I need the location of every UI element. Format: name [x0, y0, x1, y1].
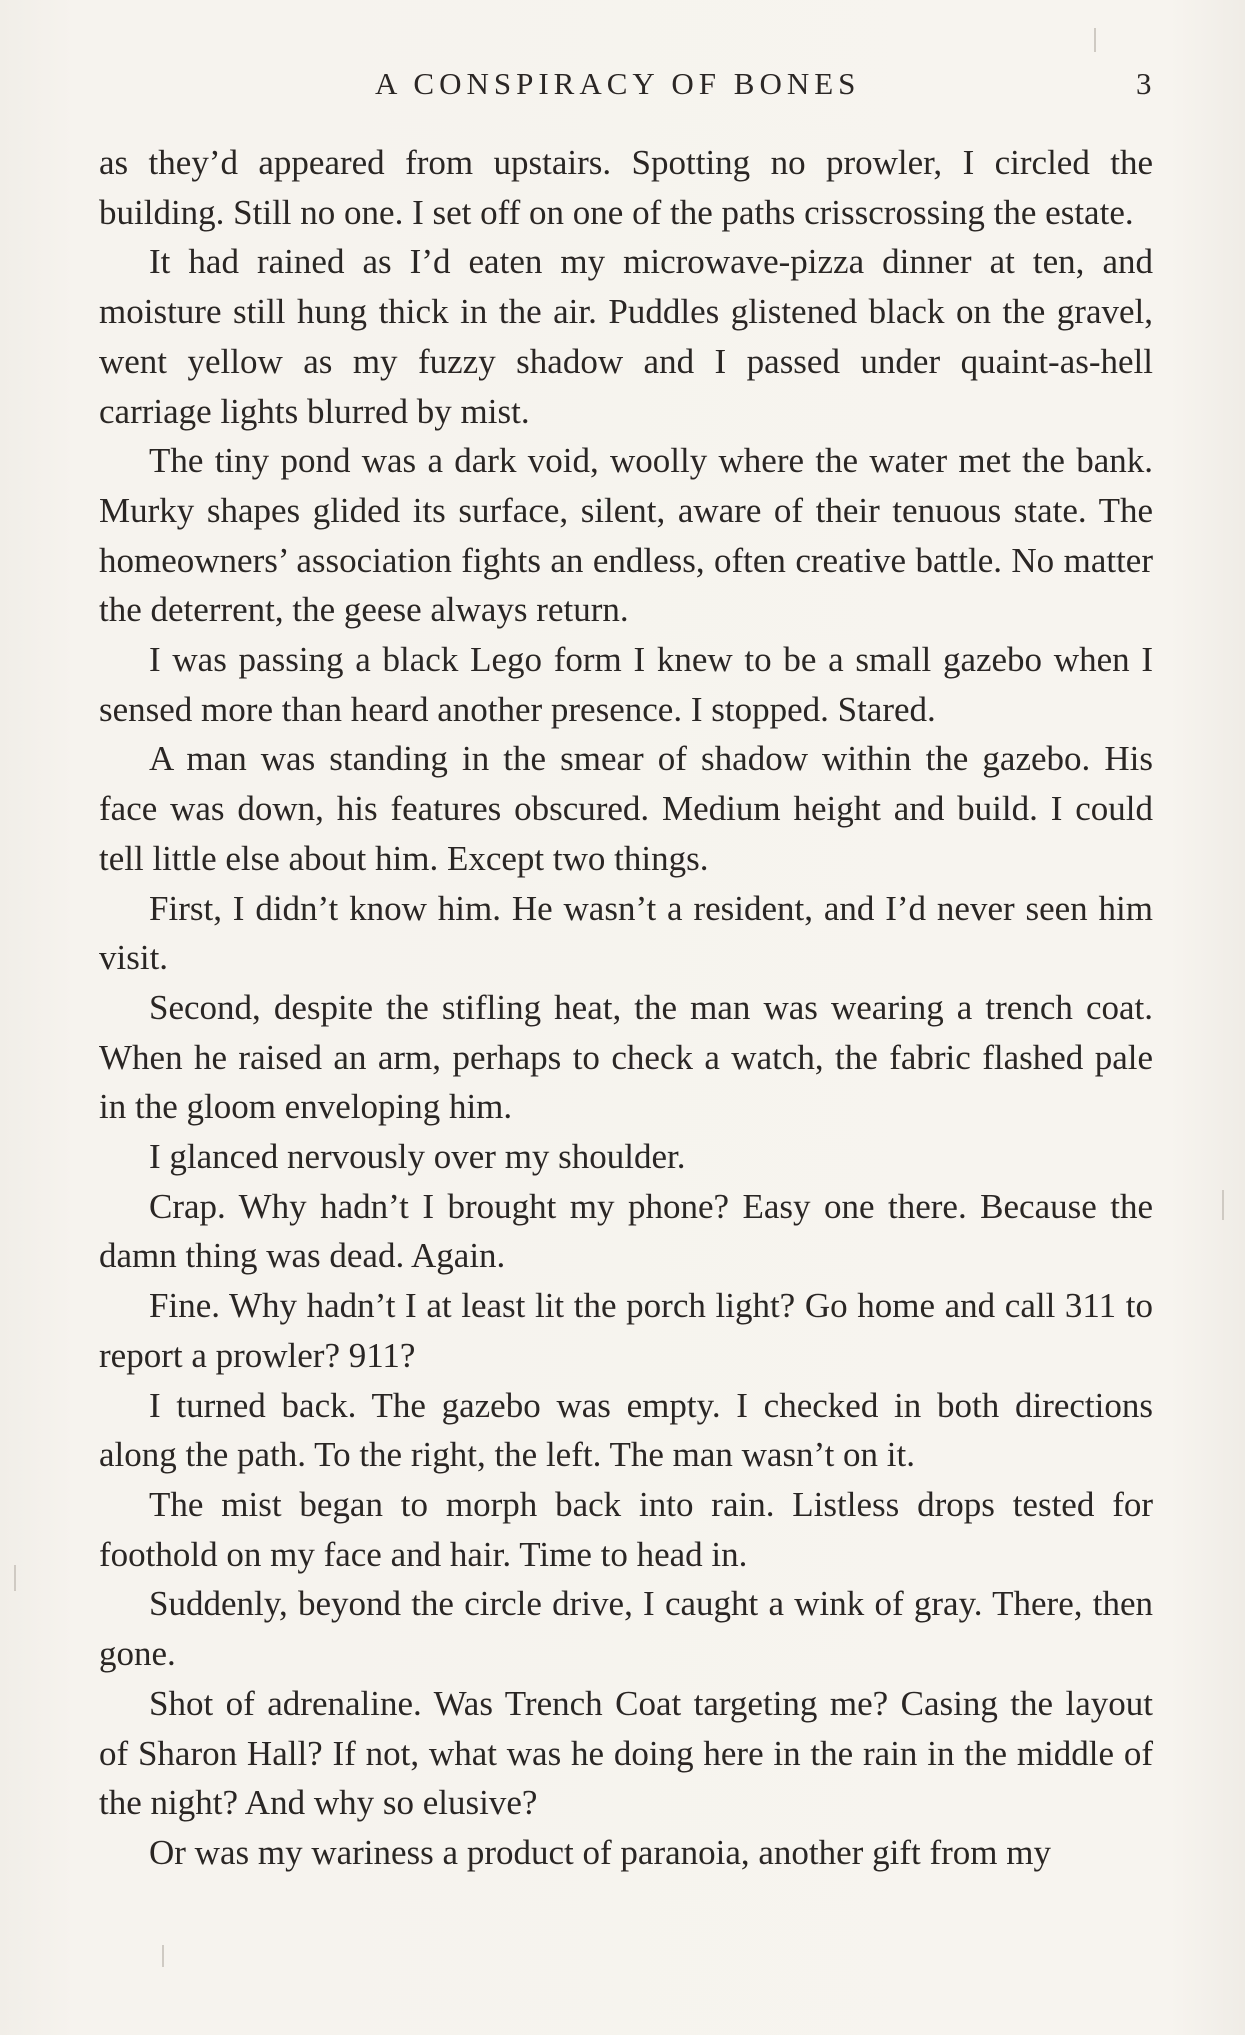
paragraph: as they’d appeared from upstairs. Spotting no prowler, I circled the building. Still no one. I set off on one of the paths crisscrossing the estate.: [99, 143, 1153, 232]
paragraph: I glanced nervously over my shoulder.: [149, 1137, 686, 1177]
paragraph: The tiny pond was a dark void, woolly where the water met the bank. Murky shapes glided its surface, silent, aware of their tenuous state. The homeowners’ association fights an endless, often creative battle. No matter the deterrent, the geese always return.: [99, 441, 1153, 630]
scan-mark: [1222, 1190, 1224, 1220]
paragraph: Crap. Why hadn’t I brought my phone? Easy one there. Because the damn thing was dead. Again.: [99, 1186, 1153, 1276]
paragraph: First, I didn’t know him. He wasn’t a resident, and I’d never seen him visit.: [99, 888, 1153, 978]
scan-mark: [1094, 28, 1096, 52]
paragraph: Suddenly, beyond the circle drive, I caught a wink of gray. There, then gone.: [99, 1584, 1153, 1674]
paragraph: The mist began to morph back into rain. Listless drops tested for foothold on my face and hair. Time to head in.: [99, 1484, 1153, 1574]
paragraph: I turned back. The gazebo was empty. I checked in both directions along the path. To the right, the left. The man wasn’t on it.: [99, 1385, 1153, 1475]
paragraph: Second, despite the stifling heat, the man was wearing a trench coat. When he raised an arm, perhaps to check a watch, the fabric flashed pale in the gloom enveloping him.: [99, 987, 1153, 1127]
page-number: 3: [1136, 66, 1152, 101]
paragraph: It had rained as I’d eaten my microwave-pizza dinner at ten, and moisture still hung thick in the air. Puddles glistened black on the gravel, went yellow as my fuzzy shadow and I passed under quaint-as-hell carriage lights blurred by mist.: [99, 242, 1153, 431]
paragraph: Or was my wariness a product of paranoia, another gift from my: [149, 1832, 1051, 1872]
running-title: A CONSPIRACY OF BONES: [375, 66, 861, 101]
paragraph: Shot of adrenaline. Was Trench Coat targeting me? Casing the layout of Sharon Hall? If not, what was he doing here in the rain in the middle of the night? And why so elusive?: [99, 1683, 1153, 1823]
body-text: [99, 138, 1153, 1878]
paragraph: Fine. Why hadn’t I at least lit the porch light? Go home and call 311 to report a prowler? 911?: [99, 1286, 1153, 1375]
paragraph: A man was standing in the smear of shadow within the gazebo. His face was down, his features obscured. Medium height and build. I could tell little else about him. Except two things.: [99, 739, 1153, 878]
scan-mark: [162, 1945, 164, 1967]
paragraph: I was passing a black Lego form I knew to be a small gazebo when I sensed more than heard another presence. I stopped. Stared.: [99, 640, 1153, 729]
running-head: [0, 66, 1245, 106]
scan-mark: [14, 1565, 16, 1591]
